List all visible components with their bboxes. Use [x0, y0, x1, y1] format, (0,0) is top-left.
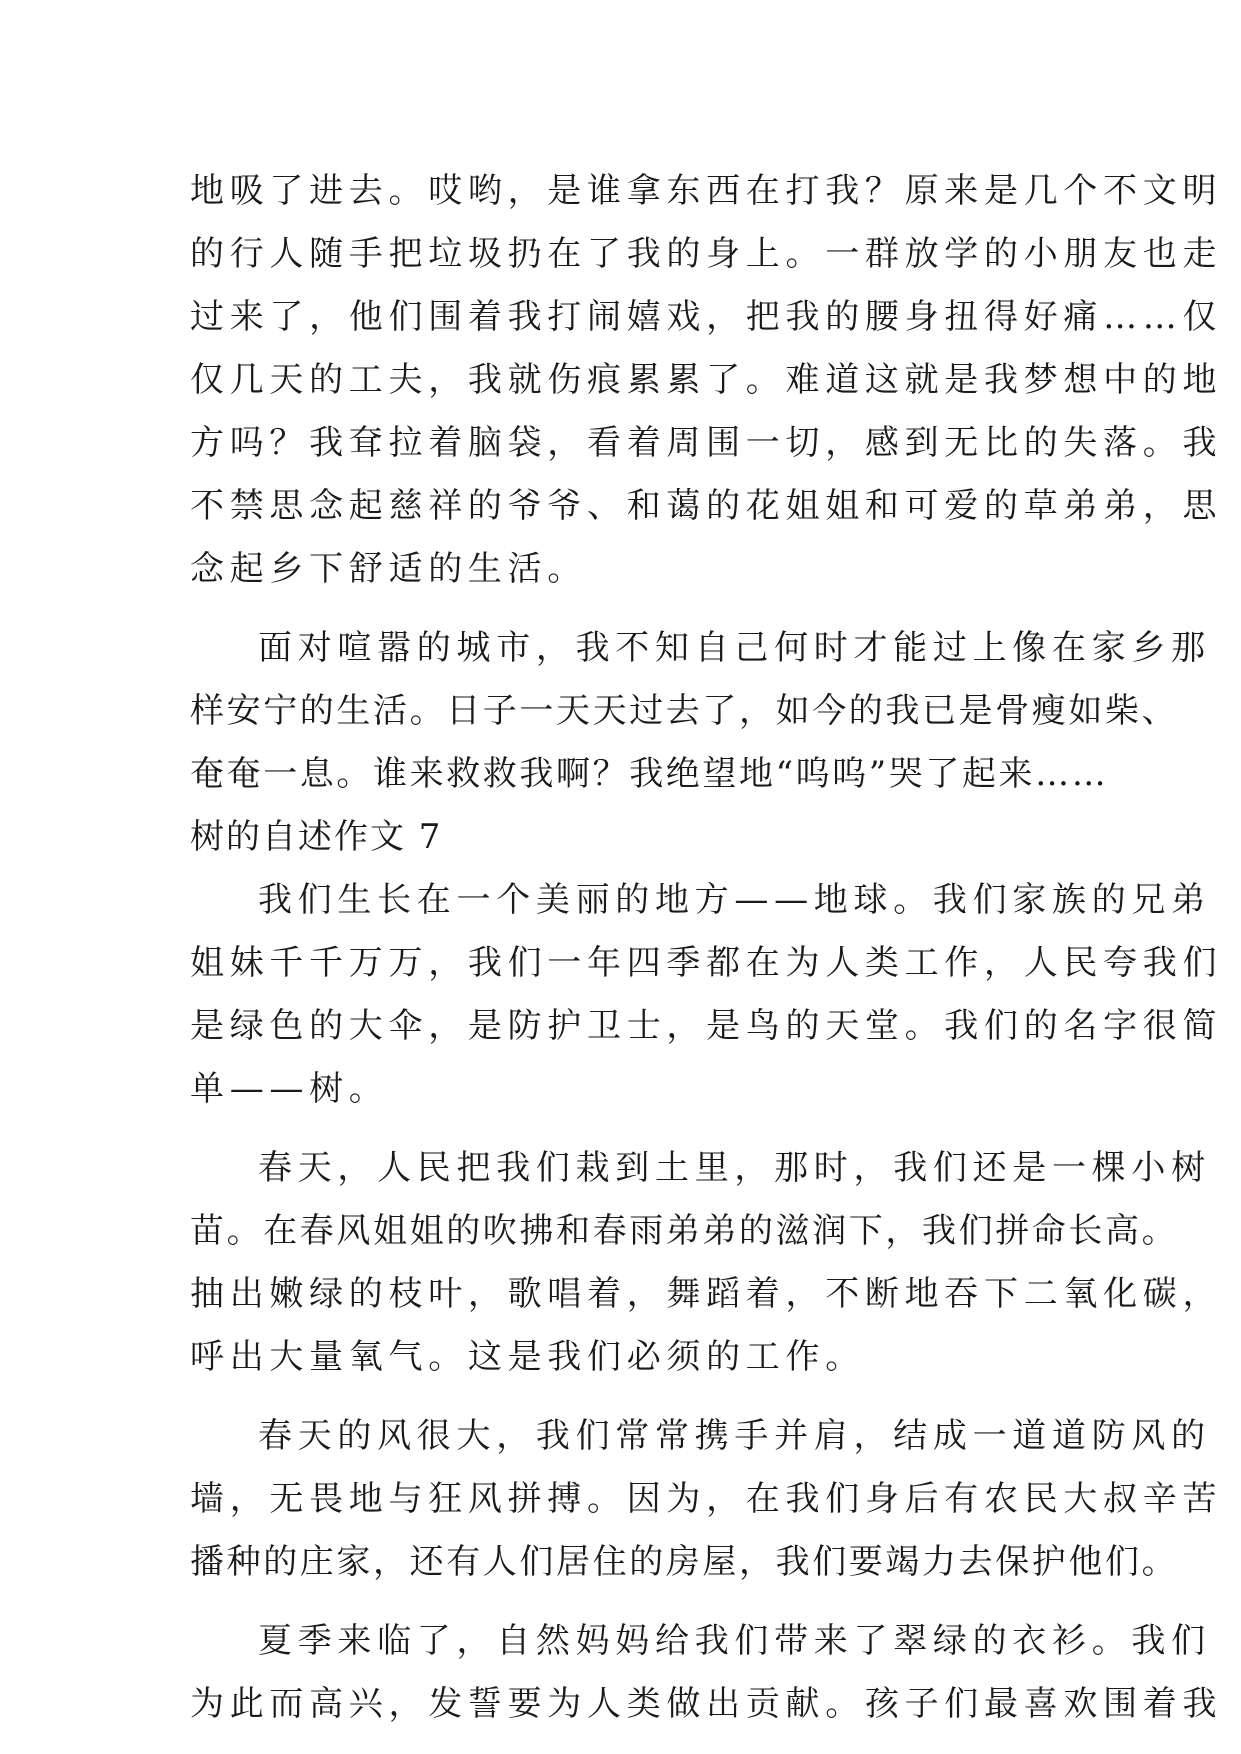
paragraph	[190, 1137, 1223, 1389]
text-line: 过来了，他们围着我打闹嬉戏，把我的腰身扭得好痛……仅	[190, 297, 1223, 337]
text-line: 不禁思念起慈祥的爷爷、和蔼的花姐姐和可爱的草弟弟，思	[190, 486, 1223, 526]
text-line: 姐妹千千万万，我们一年四季都在为人类工作，人民夸我们	[190, 943, 1223, 983]
text-line: 春天，人民把我们栽到土里，那时，我们还是一棵小树	[258, 1148, 1211, 1188]
paragraph	[190, 869, 1223, 1121]
text-line: 苗。在春风姐姐的吹拂和春雨弟弟的滋润下，我们拼命长高。	[190, 1211, 1179, 1251]
text-line: 仅几天的工夫，我就伤痕累累了。难道这就是我梦想中的地	[190, 360, 1223, 400]
text-line: 春天的风很大，我们常常携手并肩，结成一道道防风的	[258, 1416, 1211, 1456]
text-line: 是绿色的大伞，是防护卫士，是鸟的天堂。我们的名字很简	[190, 1006, 1223, 1046]
text-line: 念起乡下舒适的生活。	[190, 549, 587, 589]
heading-line: 树的自述作文 7	[190, 817, 443, 857]
text-line: 地吸了进去。哎哟，是谁拿东西在打我？原来是几个不文明	[190, 171, 1223, 211]
text-line: 抽出嫩绿的枝叶，歌唱着，舞蹈着，不断地吞下二氧化碳，	[190, 1274, 1223, 1314]
text-line: 的行人随手把垃圾扔在了我的身上。一群放学的小朋友也走	[190, 234, 1223, 274]
text-line: 播种的庄家，还有人们居住的房屋，我们要竭力去保护他们。	[190, 1542, 1179, 1582]
text-line: 墙，无畏地与狂风拼搏。因为，在我们身后有农民大叔辛苦	[190, 1479, 1223, 1519]
text-line: 单——树。	[190, 1069, 389, 1109]
text-line: 方吗？我耷拉着脑袋，看着周围一切，感到无比的失落。我	[190, 423, 1223, 463]
text-line: 我们生长在一个美丽的地方——地球。我们家族的兄弟	[258, 880, 1211, 920]
text-line: 样安宁的生活。日子一天天过去了，如今的我已是骨瘦如柴、	[190, 691, 1179, 731]
text-line: 为此而高兴，发誓要为人类做出贡献。孩子们最喜欢围着我	[190, 1684, 1223, 1724]
paragraph	[190, 1610, 1223, 1736]
document-body	[190, 160, 1223, 1736]
paragraph	[190, 1405, 1223, 1594]
text-line: 呼出大量氧气。这是我们必须的工作。	[190, 1337, 865, 1377]
paragraph	[190, 617, 1211, 806]
text-line: 夏季来临了，自然妈妈给我们带来了翠绿的衣衫。我们	[258, 1621, 1211, 1661]
section-heading	[190, 806, 1070, 869]
text-line: 面对喧嚣的城市，我不知自己何时才能过上像在家乡那	[258, 628, 1211, 668]
text-line: 奄奄一息。谁来救救我啊？我绝望地“呜呜”哭了起来……	[190, 754, 1109, 794]
paragraph	[190, 160, 1223, 601]
